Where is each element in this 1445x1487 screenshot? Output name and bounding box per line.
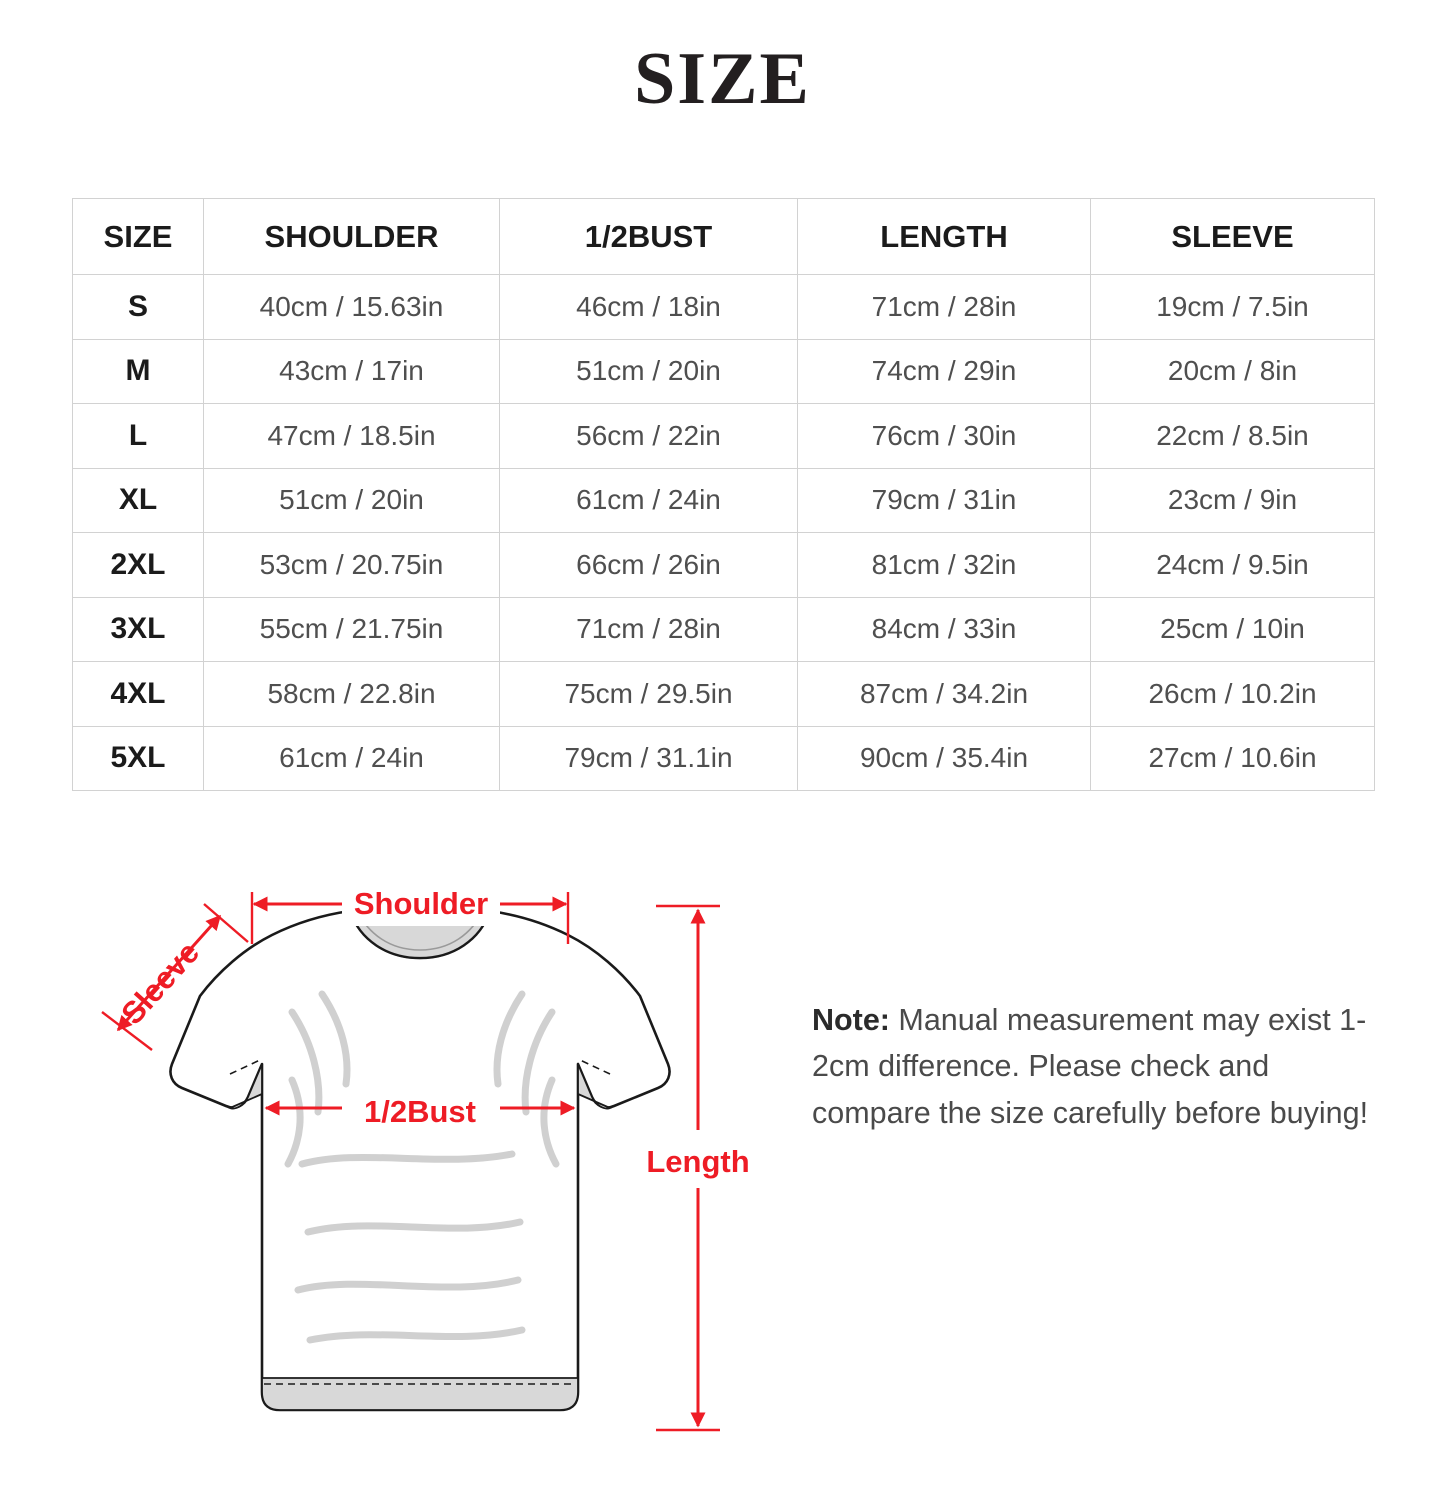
- cell-shoulder: 51cm / 20in: [204, 468, 500, 533]
- cell-length: 76cm / 30in: [798, 404, 1091, 469]
- cell-size: 4XL: [73, 662, 204, 727]
- cell-bust: 71cm / 28in: [500, 597, 798, 662]
- cell-length: 90cm / 35.4in: [798, 726, 1091, 791]
- cell-size: L: [73, 404, 204, 469]
- table-row: [73, 726, 1375, 791]
- cell-shoulder: 43cm / 17in: [204, 339, 500, 404]
- shoulder-label: Shoulder: [353, 886, 489, 921]
- cell-shoulder: 55cm / 21.75in: [204, 597, 500, 662]
- cell-sleeve: 23cm / 9in: [1091, 468, 1375, 533]
- cell-shoulder: 47cm / 18.5in: [204, 404, 500, 469]
- cell-sleeve: 24cm / 9.5in: [1091, 533, 1375, 598]
- cell-size: 3XL: [73, 597, 204, 662]
- size-chart-table: [72, 198, 1375, 791]
- cell-sleeve: 25cm / 10in: [1091, 597, 1375, 662]
- note-label: Note:: [812, 1003, 890, 1037]
- cell-size: S: [73, 275, 204, 340]
- cell-bust: 79cm / 31.1in: [500, 726, 798, 791]
- column-header-length: LENGTH: [798, 199, 1091, 275]
- table-row: [73, 339, 1375, 404]
- table-header-row: [73, 199, 1375, 275]
- cell-shoulder: 53cm / 20.75in: [204, 533, 500, 598]
- hem: [262, 1378, 578, 1410]
- cell-size: XL: [73, 468, 204, 533]
- cell-length: 81cm / 32in: [798, 533, 1091, 598]
- note-text: Manual measurement may exist 1-2cm difference. Please check and compare the size carefully before buying!: [812, 1003, 1369, 1130]
- tshirt-illustration: [170, 898, 669, 1410]
- table-row: [73, 275, 1375, 340]
- column-header-shoulder: SHOULDER: [204, 199, 500, 275]
- cell-sleeve: 26cm / 10.2in: [1091, 662, 1375, 727]
- cell-bust: 56cm / 22in: [500, 404, 798, 469]
- cell-sleeve: 20cm / 8in: [1091, 339, 1375, 404]
- cell-sleeve: 19cm / 7.5in: [1091, 275, 1375, 340]
- cell-bust: 61cm / 24in: [500, 468, 798, 533]
- column-header-sleeve: SLEEVE: [1091, 199, 1375, 275]
- note-block: [812, 997, 1382, 1136]
- cell-bust: 75cm / 29.5in: [500, 662, 798, 727]
- cell-length: 74cm / 29in: [798, 339, 1091, 404]
- cell-sleeve: 27cm / 10.6in: [1091, 726, 1375, 791]
- table-row: [73, 662, 1375, 727]
- cell-size: 2XL: [73, 533, 204, 598]
- cell-sleeve: 22cm / 8.5in: [1091, 404, 1375, 469]
- table-row: [73, 404, 1375, 469]
- cell-length: 71cm / 28in: [798, 275, 1091, 340]
- length-label: Length: [646, 1144, 750, 1179]
- cell-shoulder: 40cm / 15.63in: [204, 275, 500, 340]
- column-header-bust: 1/2BUST: [500, 199, 798, 275]
- bust-label: 1/2Bust: [364, 1094, 476, 1129]
- length-dimension: [646, 906, 749, 1430]
- cell-bust: 51cm / 20in: [500, 339, 798, 404]
- table-row: [73, 533, 1375, 598]
- measurement-diagram: [60, 812, 780, 1472]
- sleeve-label: Sleeve: [114, 934, 207, 1032]
- cell-length: 87cm / 34.2in: [798, 662, 1091, 727]
- page-title: SIZE: [634, 38, 811, 120]
- cell-size: M: [73, 339, 204, 404]
- column-header-size: SIZE: [73, 199, 204, 275]
- cell-size: 5XL: [73, 726, 204, 791]
- cell-shoulder: 61cm / 24in: [204, 726, 500, 791]
- cell-shoulder: 58cm / 22.8in: [204, 662, 500, 727]
- cell-bust: 66cm / 26in: [500, 533, 798, 598]
- cell-length: 79cm / 31in: [798, 468, 1091, 533]
- cell-bust: 46cm / 18in: [500, 275, 798, 340]
- table-row: [73, 468, 1375, 533]
- cell-length: 84cm / 33in: [798, 597, 1091, 662]
- table-row: [73, 597, 1375, 662]
